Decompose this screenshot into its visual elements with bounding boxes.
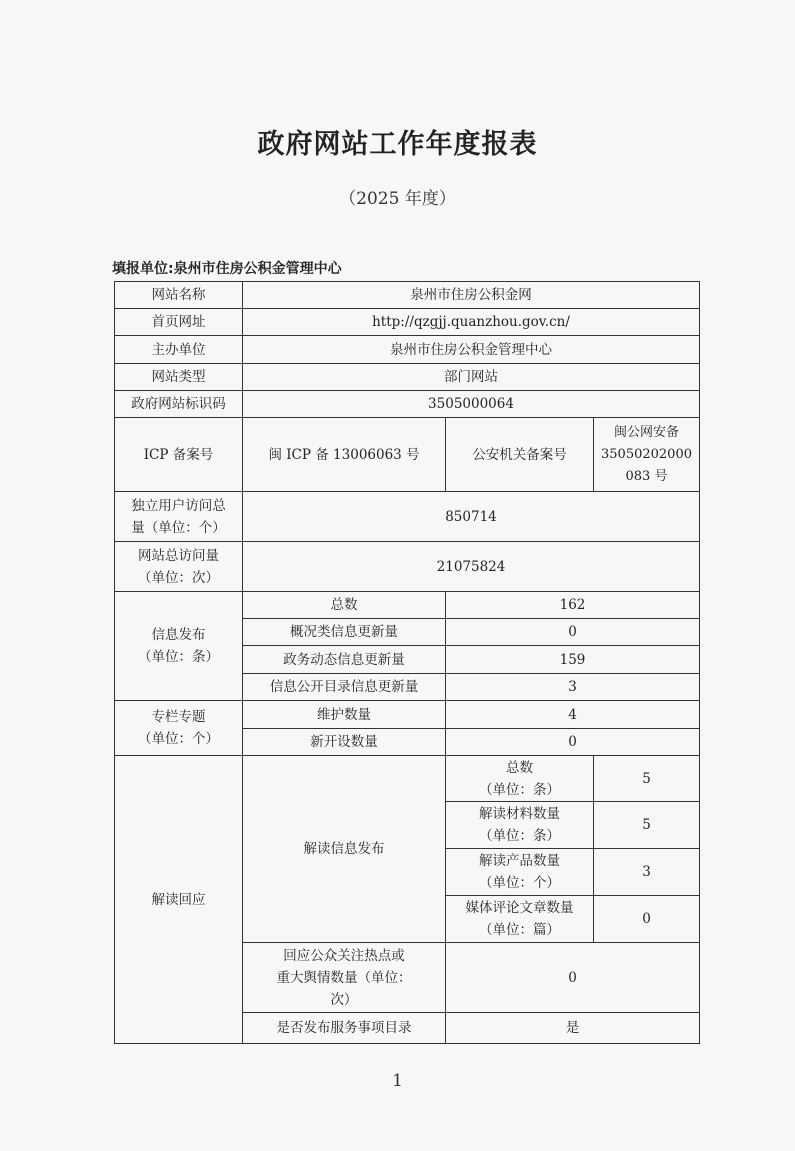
- report-year: （2025 年度）: [339, 189, 456, 209]
- total-visits-label-line: （单位：次）: [138, 569, 219, 586]
- hotspot-label-line: 回应公众关注热点或: [283, 947, 405, 964]
- columns-item-label: 维护数量: [243, 701, 446, 729]
- interpretation-item-label-line: （单位：条）: [479, 828, 560, 844]
- filler-unit: [112, 258, 342, 278]
- columns-item-value: 4: [446, 701, 700, 729]
- table-row: [115, 336, 700, 364]
- site-type-label: 网站类型: [115, 364, 243, 391]
- interpretation-item-label: [446, 849, 594, 896]
- table-row: [115, 701, 700, 729]
- interpretation-item-label-line: 解读材料数量: [479, 806, 560, 822]
- hotspot-value: 0: [446, 943, 700, 1013]
- total-visits-label-line: 网站总访问量: [138, 547, 219, 564]
- site-name-label: 网站名称: [115, 282, 243, 309]
- site-type-value: 部门网站: [243, 364, 700, 391]
- columns-label-line: 专栏专题: [151, 709, 206, 725]
- filler-unit-label: 填报单位:: [112, 261, 174, 277]
- total-visits-label: [115, 542, 243, 592]
- icp-value: 闽 ICP 备 13006063 号: [243, 418, 446, 492]
- unique-visitors-label-line: 量（单位：个）: [131, 519, 226, 536]
- interpretation-label: 解读回应: [115, 756, 243, 1044]
- police-record-value-line: 闽公网安备: [613, 424, 679, 440]
- page-number: 1: [392, 1071, 403, 1091]
- interpretation-item-label: [446, 756, 594, 802]
- interpretation-item-label-line: 媒体评论文章数量: [465, 900, 574, 916]
- info-publish-label-line: 信息发布: [151, 627, 206, 643]
- info-publish-label-line: （单位：条）: [138, 649, 219, 665]
- interpretation-item-value: 0: [594, 896, 700, 943]
- police-record-value: [594, 418, 700, 492]
- icp-label: ICP 备案号: [115, 418, 243, 492]
- columns-label: [115, 701, 243, 756]
- columns-item-value: 0: [446, 729, 700, 756]
- sponsor-value: 泉州市住房公积金管理中心: [243, 336, 700, 364]
- page-title: 政府网站工作年度报表: [257, 129, 538, 160]
- info-publish-item-label: 信息公开目录信息更新量: [243, 674, 446, 701]
- interpretation-item-label-line: （单位：篇）: [479, 922, 560, 938]
- site-id-value: 3505000064: [243, 391, 700, 418]
- sponsor-label: 主办单位: [115, 336, 243, 364]
- interpretation-item-label-line: 解读产品数量: [479, 853, 560, 869]
- interpretation-item-label: [446, 896, 594, 943]
- table-row: [115, 282, 700, 309]
- hotspot-label: [243, 943, 446, 1013]
- table-row: [115, 309, 700, 336]
- interpretation-publish-label: 解读信息发布: [243, 756, 446, 943]
- table-row: [115, 492, 700, 542]
- interpretation-item-value: 3: [594, 849, 700, 896]
- unique-visitors-label-line: 独立用户访问总: [131, 497, 226, 514]
- table-row: [115, 418, 700, 492]
- service-catalog-label: 是否发布服务事项目录: [243, 1013, 446, 1044]
- service-catalog-value: 是: [446, 1013, 700, 1044]
- columns-item-label: 新开设数量: [243, 729, 446, 756]
- table-row: [115, 364, 700, 391]
- info-publish-label: [115, 592, 243, 701]
- table-row: [115, 756, 700, 802]
- police-record-value-line: 35050202000: [601, 446, 692, 462]
- police-record-label: 公安机关备案号: [446, 418, 594, 492]
- site-name-value: 泉州市住房公积金网: [243, 282, 700, 309]
- info-publish-item-value: 162: [446, 592, 700, 619]
- unique-visitors-label: [115, 492, 243, 542]
- total-visits-value: 21075824: [243, 542, 700, 592]
- site-id-label: 政府网站标识码: [115, 391, 243, 418]
- homepage-url-label: 首页网址: [115, 309, 243, 336]
- interpretation-item-label-line: （单位：条）: [479, 781, 560, 798]
- homepage-url-value: http://qzgjj.quanzhou.gov.cn/: [243, 309, 700, 336]
- filler-unit-name: 泉州市住房公积金管理中心: [173, 261, 342, 277]
- info-publish-item-label: 总数: [243, 592, 446, 619]
- table-row: [115, 391, 700, 418]
- interpretation-item-label-line: 总数: [506, 759, 533, 776]
- unique-visitors-value: 850714: [243, 492, 700, 542]
- table-row: [115, 542, 700, 592]
- info-publish-item-label: 概况类信息更新量: [243, 619, 446, 646]
- interpretation-item-value: 5: [594, 756, 700, 802]
- police-record-value-line: 083 号: [625, 468, 668, 484]
- report-table: [114, 281, 700, 1044]
- interpretation-item-value: 5: [594, 802, 700, 849]
- hotspot-label-line: 重大舆情数量（单位：: [276, 969, 412, 986]
- info-publish-item-value: 3: [446, 674, 700, 701]
- interpretation-item-label-line: （单位：个）: [479, 875, 560, 891]
- info-publish-item-label: 政务动态信息更新量: [243, 646, 446, 674]
- hotspot-label-line: 次）: [330, 991, 358, 1008]
- interpretation-item-label: [446, 802, 594, 849]
- columns-label-line: （单位：个）: [138, 731, 219, 747]
- info-publish-item-value: 0: [446, 619, 700, 646]
- table-row: [115, 592, 700, 619]
- info-publish-item-value: 159: [446, 646, 700, 674]
